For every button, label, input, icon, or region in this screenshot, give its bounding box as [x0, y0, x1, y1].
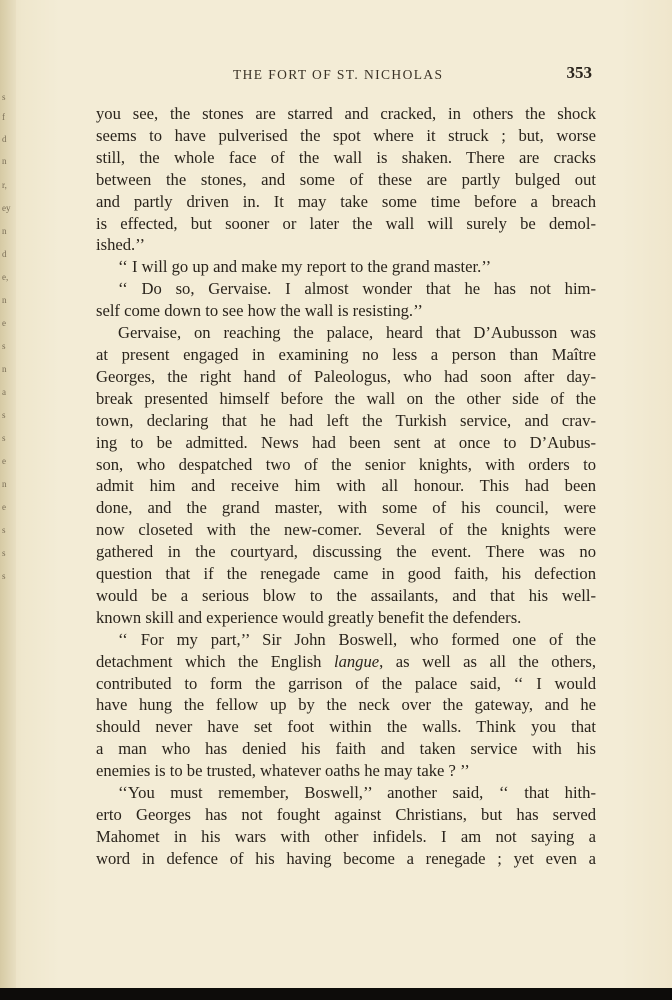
gutter-fragment: s: [2, 92, 6, 102]
text-line: seems to have pulverised the spot where it struck ; but, worse: [96, 125, 596, 145]
text-line: gathered in the courtyard, discussing the event. There was no: [96, 542, 596, 562]
gutter-fragment: e: [2, 456, 6, 466]
gutter-fragment: f: [2, 112, 5, 122]
text-line: detachment which the English langue, as well as all the others,: [96, 651, 596, 671]
gutter-fragment: n: [2, 479, 7, 489]
text-line: erto Georges has not fought against Christians, but has served: [96, 805, 596, 824]
scan-edge-band: [0, 988, 672, 1000]
text-line: ished.’’: [96, 235, 145, 255]
text-line: a man who has denied his faith and taken service with his: [96, 739, 596, 759]
text-line: still, the whole face of the wall is shaken. There are cracks: [96, 147, 596, 167]
text-line: son, who despatched two of the senior knights, with orders to: [96, 454, 596, 474]
text-line: self come down to see how the wall is resisting.’’: [96, 301, 423, 321]
gutter-fragment: s: [2, 341, 6, 351]
gutter-fragment: r,: [2, 180, 7, 190]
gutter-fragment: s: [2, 525, 6, 535]
page-header: [96, 63, 592, 85]
gutter-fragment: e: [2, 318, 6, 328]
gutter-fragment: n: [2, 226, 7, 236]
text-line: between the stones, and some of these are partly bulged out: [96, 169, 596, 189]
text-line: enemies is to be trusted, whatever oaths he may take ? ’’: [96, 761, 470, 781]
gutter-fragment: s: [2, 410, 6, 420]
text-line: have hung the fellow up by the neck over the gateway, and he: [96, 695, 596, 715]
text-line: town, declaring that he had left the Turkish service, and crav-: [96, 410, 596, 430]
gutter-fragment: n: [2, 156, 7, 166]
text-line: and partly driven in. It may take some time before a breach: [96, 191, 596, 211]
gutter-fragment: d: [2, 134, 7, 144]
gutter-fragment: s: [2, 433, 6, 443]
text-line: question that if the renegade came in good faith, his defection: [96, 564, 596, 584]
text-line: Mahomet in his wars with other infidels. I am not saying a: [96, 826, 596, 846]
page-number: 353: [566, 63, 592, 82]
text-line: is effected, but sooner or later the wall will surely be demol-: [96, 213, 596, 233]
gutter-fragment: s: [2, 548, 6, 558]
gutter-fragment: e: [2, 502, 6, 512]
body-text: [96, 103, 596, 870]
text-line: you see, the stones are starred and cracked, in others the shock: [96, 104, 596, 123]
running-head: THE FORT OF ST. NICHOLAS: [233, 67, 444, 82]
text-line: Gervaise, on reaching the palace, heard that D’Aubusson was: [118, 323, 596, 343]
text-line: should never have set foot within the walls. Think you that: [96, 717, 596, 737]
gutter-fragment: e,: [2, 272, 9, 282]
text-line: now closeted with the new-comer. Several of the knights were: [96, 520, 596, 540]
gutter-fragment: ey: [2, 203, 11, 213]
text-line: ‘‘ For my part,’’ Sir John Boswell, who formed one of the: [118, 629, 596, 649]
facing-page-gutter: [0, 0, 16, 988]
text-line: ‘‘ Do so, Gervaise. I almost wonder that he has not him-: [118, 279, 596, 299]
gutter-fragment: a: [2, 387, 6, 397]
text-line: ‘‘You must remember, Boswell,’’ another said, ‘‘ that hith-: [118, 783, 596, 803]
text-line: done, and the grand master, with some of his council, were: [96, 498, 596, 518]
text-line: at present engaged in examining no less a person than Maître: [96, 344, 596, 364]
text-line: would be a serious blow to the assailants, and that his well-: [96, 585, 596, 605]
gutter-fragment: s: [2, 571, 6, 581]
italic-word: langue: [333, 651, 380, 671]
text-line: contributed to form the garrison of the palace said, ‘‘ I would: [96, 673, 596, 693]
text-line: admit him and receive him with all honour. This had been: [96, 476, 596, 496]
text-line: ‘‘ I will go up and make my report to the grand master.’’: [118, 257, 492, 277]
gutter-fragment: n: [2, 364, 7, 374]
gutter-fragment: n: [2, 295, 7, 305]
text-line: ing to be admitted. News had been sent at once to D’Aubus-: [96, 432, 596, 452]
text-line: known skill and experience would greatly benefit the defenders.: [96, 607, 522, 627]
text-line: word in defence of his having become a renegade ; yet even a: [96, 848, 596, 868]
text-line: break presented himself before the wall on the other side of the: [96, 388, 596, 408]
text-line: Georges, the right hand of Paleologus, who had soon after day-: [96, 366, 596, 386]
gutter-fragment: d: [2, 249, 7, 259]
